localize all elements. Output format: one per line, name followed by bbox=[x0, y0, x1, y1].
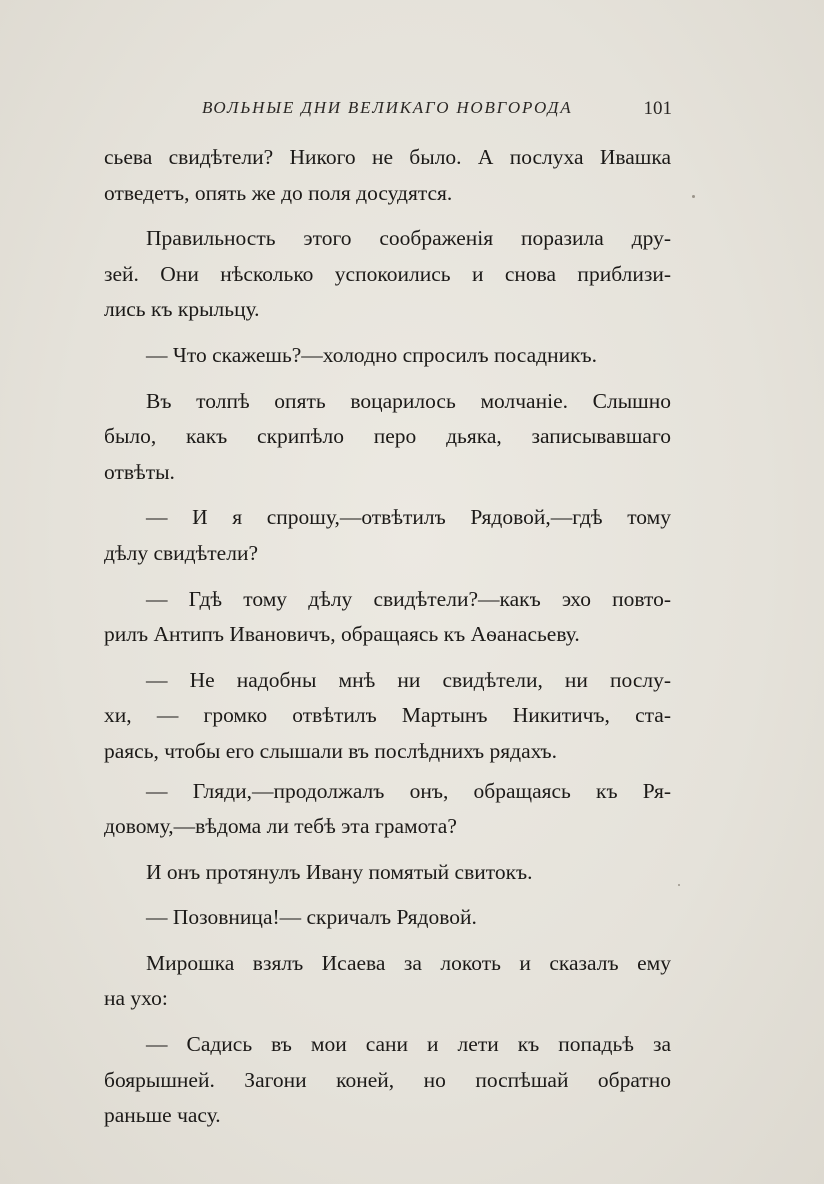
paragraph-gap bbox=[104, 211, 671, 221]
text-line: — Позовница!— скричалъ Рядовой. bbox=[146, 905, 477, 930]
paragraph-gap bbox=[104, 845, 671, 855]
text-line: — И я спрошу,—отвѣтилъ Рядовой,—гдѣ тому bbox=[146, 505, 671, 530]
paragraph-gap bbox=[104, 572, 671, 582]
paragraph-gap bbox=[104, 890, 671, 900]
paragraph-gap bbox=[104, 936, 671, 946]
paragraph-gap bbox=[104, 1017, 671, 1027]
text-line: — Гляди,—продолжалъ онъ, обращаясь къ Ря- bbox=[146, 778, 671, 803]
text-line: лись къ крыльцу. bbox=[104, 297, 260, 322]
text-line: сьева свидѣтели? Никого не было. А послуха Ивашка bbox=[104, 145, 671, 169]
text-line: дѣлу свидѣтели? bbox=[104, 540, 258, 565]
paragraph-gap bbox=[104, 328, 671, 338]
running-head bbox=[104, 98, 674, 128]
paper-speck bbox=[678, 884, 680, 886]
text-line: отвѣты. bbox=[104, 459, 175, 484]
text-line: Мирошка взялъ Исаева за локоть и сказалъ ему bbox=[146, 950, 671, 975]
text-line: — Садись въ мои сани и лети къ попадьѣ за bbox=[146, 1032, 671, 1057]
body-text bbox=[104, 140, 671, 1134]
text-line: раньше часу. bbox=[104, 1103, 221, 1128]
text-line: — Не надобны мнѣ ни свидѣтели, ни послу- bbox=[146, 667, 671, 692]
running-title: ВОЛЬНЫЕ ДНИ ВЕЛИКАГО НОВГОРОДА bbox=[202, 98, 573, 117]
text-line: И онъ протянулъ Ивану помятый свитокъ. bbox=[146, 859, 533, 884]
text-line: Въ толпѣ опять воцарилось молчаніе. Слышно bbox=[146, 388, 671, 413]
page-number: 101 bbox=[643, 98, 672, 119]
text-line: — Что скажешь?—холодно спросилъ посадникъ. bbox=[146, 342, 598, 367]
text-line: боярышней. Загони коней, но поспѣшай обратно bbox=[104, 1067, 671, 1092]
paragraph-gap bbox=[104, 374, 671, 384]
text-line: хи, — громко отвѣтилъ Мартынъ Никитичъ, ста- bbox=[104, 703, 671, 728]
text-line: рилъ Антипъ Ивановичъ, обращаясь къ Аѳанасьеву. bbox=[104, 622, 580, 647]
text-line: довому,—вѣдома ли тебѣ эта грамота? bbox=[104, 814, 457, 839]
paragraph-gap bbox=[104, 653, 671, 663]
text-line: Правильность этого соображенія поразила дру- bbox=[146, 226, 671, 251]
text-line: отведетъ, опять же до поля досудятся. bbox=[104, 180, 453, 205]
text-line: раясь, чтобы его слышали въ послѣднихъ рядахъ. bbox=[104, 738, 558, 763]
text-line: на ухо: bbox=[104, 986, 168, 1011]
text-line: было, какъ скрипѣло перо дьяка, записывавшаго bbox=[104, 424, 671, 449]
paper-speck bbox=[692, 195, 695, 198]
text-line: зей. Они нѣсколько успокоились и снова приблизи- bbox=[104, 261, 671, 286]
paragraph-gap bbox=[104, 490, 671, 500]
text-line: — Гдѣ тому дѣлу свидѣтели?—какъ эхо повто- bbox=[146, 586, 671, 611]
